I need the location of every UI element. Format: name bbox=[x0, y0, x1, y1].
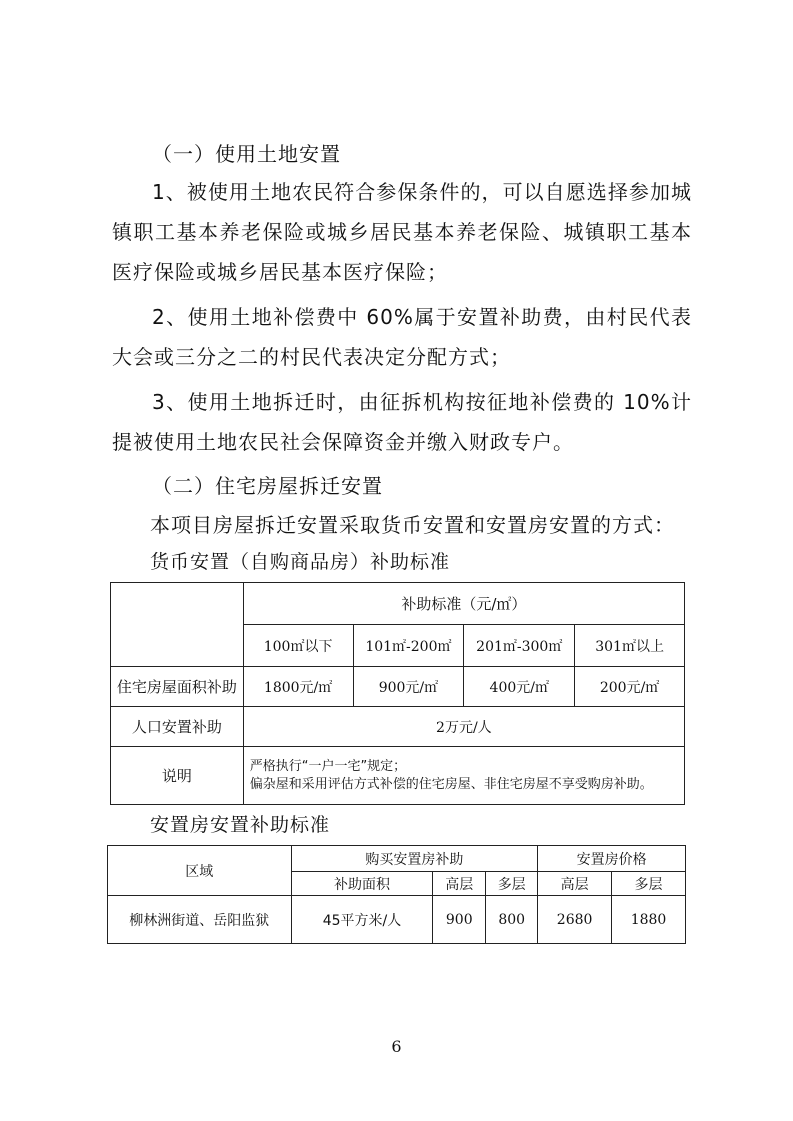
section1-heading: （一）使用土地安置 bbox=[152, 142, 341, 166]
purchase-subsidy-header: 购买安置房补助 bbox=[291, 846, 538, 872]
monetary-subsidy-table bbox=[110, 582, 685, 805]
region-cell: 柳林洲街道、岳阳监狱 bbox=[108, 896, 292, 944]
subsidy-area-cell: 45平方米/人 bbox=[291, 896, 433, 944]
subsidy-high-rise-header: 高层 bbox=[433, 872, 486, 896]
note-line-2: 偏杂屋和采用评估方式补偿的住宅房屋、非住宅房屋不享受购房补助。 bbox=[249, 776, 653, 792]
note-cell bbox=[243, 747, 684, 805]
row-label-area: 住宅房屋面积补助 bbox=[111, 667, 244, 707]
population-subsidy-value: 2万元/人 bbox=[243, 707, 684, 747]
range-header: 100㎡以下 bbox=[243, 625, 353, 667]
row-label-note: 说明 bbox=[111, 747, 244, 805]
area-subsidy-value: 1800元/㎡ bbox=[243, 667, 353, 707]
section2-heading: （二）住宅房屋拆迁安置 bbox=[152, 474, 383, 498]
section1-item2: 2、使用土地补偿费中 60%属于安置补助费，由村民代表大会或三分之二的村民代表决定分配方式； bbox=[112, 305, 692, 369]
price-high-rise-header: 高层 bbox=[538, 872, 612, 896]
table-corner-cell bbox=[111, 583, 244, 667]
price-multi-storey-cell: 1880 bbox=[612, 896, 686, 944]
section2-intro: 本项目房屋拆迁安置采取货币安置和安置房安置的方式： bbox=[150, 513, 675, 537]
price-multi-storey-header: 多层 bbox=[612, 872, 686, 896]
area-subsidy-value: 200元/㎡ bbox=[575, 667, 685, 707]
subsidy-area-header: 补助面积 bbox=[291, 872, 433, 896]
region-header: 区域 bbox=[108, 846, 292, 896]
area-subsidy-value: 400元/㎡ bbox=[464, 667, 575, 707]
area-subsidy-value: 900元/㎡ bbox=[353, 667, 464, 707]
price-high-rise-cell: 2680 bbox=[538, 896, 612, 944]
section1-item3: 3、使用土地拆迁时，由征拆机构按征地补偿费的 10%计提被使用土地农民社会保障资金并缴入财政专户。 bbox=[112, 390, 692, 454]
subsidy-multi-storey-header: 多层 bbox=[486, 872, 538, 896]
table1-caption: 货币安置（自购商品房）补助标准 bbox=[150, 551, 451, 573]
housing-price-header: 安置房价格 bbox=[538, 846, 686, 872]
range-header: 201㎡-300㎡ bbox=[464, 625, 575, 667]
row-label-population: 人口安置补助 bbox=[111, 707, 244, 747]
subsidy-standard-header: 补助标准（元/㎡） bbox=[243, 583, 684, 625]
table2-caption: 安置房安置补助标准 bbox=[150, 814, 331, 836]
range-header: 301㎡以上 bbox=[575, 625, 685, 667]
page-number: 6 bbox=[391, 1037, 402, 1056]
range-header: 101㎡-200㎡ bbox=[353, 625, 464, 667]
note-line-1: 严格执行“一户一宅”规定； bbox=[249, 758, 407, 774]
subsidy-high-rise-cell: 900 bbox=[433, 896, 486, 944]
section1-item1: 1、被使用土地农民符合参保条件的，可以自愿选择参加城镇职工基本养老保险或城乡居民基本养老保险、城镇职工基本医疗保险或城乡居民基本医疗保险； bbox=[112, 180, 692, 284]
subsidy-multi-storey-cell: 800 bbox=[486, 896, 538, 944]
resettlement-housing-table bbox=[107, 845, 686, 944]
